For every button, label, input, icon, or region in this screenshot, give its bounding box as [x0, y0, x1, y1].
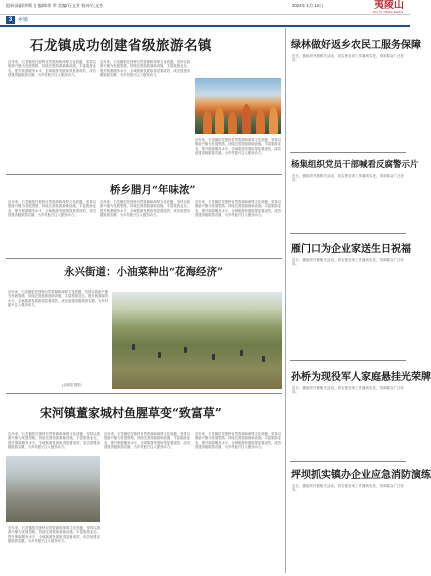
- photo-credit: (金朝阳 摄影): [62, 383, 82, 387]
- story-body: 近年来，石龙镇依托独特自然资源和深厚文化底蕴，坚持以旅游兴镇为发展思路，持续完善旅游基础设施，丰富旅游业态，提升旅游服务水平，全域旅游发展取得显著成效，成功创建省级旅游名镇，为乡村振兴注入强劲动力。: [195, 138, 281, 155]
- main-headline: 石龙镇成功创建省级旅游名镇: [30, 38, 212, 54]
- sidebar-headline: 绿林做好返乡农民工服务保障: [291, 40, 421, 51]
- story-body: 近年来，石龙镇依托独特自然资源和深厚文化底蕴，坚持以旅游兴镇为发展思路，持续完善旅游基础设施，丰富旅游业态，提升旅游服务水平，全域旅游发展取得显著成效，成功创建省级旅游名镇，为乡村振兴注入强劲动力。: [8, 200, 96, 217]
- newspaper-logo: 夷陵山: [374, 0, 404, 11]
- rapeseed-field-photo: [112, 292, 282, 389]
- story-body: 近年来，石龙镇依托独特自然资源和深厚文化底蕴，坚持以旅游兴镇为发展思路，持续完善旅游基础设施，丰富旅游业态，提升旅游服务水平，全域旅游发展取得显著成效，成功创建省级旅游名镇，为乡村振兴注入强劲动力。: [100, 60, 190, 77]
- sidebar-body: 近日，镇组织开展相关活动，切实把各项工作落到实处，得到群众广泛好评。: [292, 386, 404, 395]
- column-divider: [285, 28, 286, 573]
- story-divider: [6, 393, 282, 394]
- sidebar-headline: 杨集组织党员干部喊看反腐警示片: [291, 160, 419, 170]
- issue-date: 2024年 1月 12日: [292, 3, 324, 8]
- newspaper-logo-subtitle: JIN XI JINGS EHAN: [372, 10, 403, 14]
- sidebar-divider: [290, 461, 406, 462]
- story-divider: [6, 258, 282, 259]
- masthead-credits: 组织部副/李斯飞 编辑/余 翠 美编/石文芳 校对/石文芳: [6, 3, 104, 8]
- sidebar-divider: [290, 233, 406, 234]
- story-body: 近年来，石龙镇依托独特自然资源和深厚文化底蕴，坚持以旅游兴镇为发展思路，持续完善旅游基础设施，丰富旅游业态，提升旅游服务水平，全域旅游发展取得显著成效，成功创建省级旅游名镇，为乡村振兴注入强劲动力。: [100, 200, 190, 217]
- sidebar-divider: [290, 360, 406, 361]
- story-body: 近年来，石龙镇依托独特自然资源和深厚文化底蕴，坚持以旅游兴镇为发展思路，持续完善旅游基础设施，丰富旅游业态，提升旅游服务水平，全域旅游发展取得显著成效，成功创建省级旅游名镇，为乡村振兴注入强劲动力。: [195, 200, 281, 217]
- sidebar-body: 近日，镇组织开展相关活动，切实把各项工作落到实处，得到群众广泛好评。: [292, 258, 404, 267]
- story-body: 近年来，石龙镇依托独特自然资源和深厚文化底蕴，坚持以旅游兴镇为发展思路，持续完善旅游基础设施，丰富旅游业态，提升旅游服务水平，全域旅游发展取得显著成效，成功创建省级旅游名镇，为乡村振兴注入强劲动力。: [195, 432, 281, 449]
- story-headline: 永兴街道：小油菜种出“花海经济”: [64, 266, 224, 278]
- story-body: 近年来，石龙镇依托独特自然资源和深厚文化底蕴，坚持以旅游兴镇为发展思路，持续完善旅游基础设施，丰富旅游业态，提升旅游服务水平，全域旅游发展取得显著成效，成功创建省级旅游名镇，为乡村振兴注入强劲动力。: [104, 432, 190, 449]
- sidebar-headline: 坪坝抓实镇办企业应急消防演练: [291, 470, 431, 481]
- story-body: 近年来，石龙镇依托独特自然资源和深厚文化底蕴，坚持以旅游兴镇为发展思路，持续完善旅游基础设施，丰富旅游业态，提升旅游服务水平，全域旅游发展取得显著成效，成功创建省级旅游名镇，为乡村振兴注入强劲动力。: [8, 290, 108, 307]
- sidebar-divider: [290, 152, 406, 153]
- section-label: 乡镇: [18, 17, 29, 23]
- story-headline: 桥乡腊月“年味浓”: [110, 184, 196, 196]
- autumn-trees-photo: [195, 78, 281, 134]
- sidebar-body: 近日，镇组织开展相关活动，切实把各项工作落到实处，得到群众广泛好评。: [292, 174, 404, 183]
- page-number: 3: [6, 16, 15, 24]
- sidebar-body: 近日，镇组织开展相关活动，切实把各项工作落到实处，得到群众广泛好评。: [292, 54, 404, 63]
- story-body: 近年来，石龙镇依托独特自然资源和深厚文化底蕴，坚持以旅游兴镇为发展思路，持续完善旅游基础设施，丰富旅游业态，提升旅游服务水平，全域旅游发展取得显著成效，成功创建省级旅游名镇，为乡村振兴注入强劲动力。: [8, 60, 96, 77]
- sidebar-headline: 雁门口为企业家送生日祝福: [291, 244, 411, 255]
- sidebar-headline: 孙桥为现役军人家庭悬挂光荣牌: [291, 372, 431, 383]
- story-headline: 宋河镇董家城村鱼腥草变“致富草”: [40, 406, 222, 420]
- story-body: 近年来，石龙镇依托独特自然资源和深厚文化底蕴，坚持以旅游兴镇为发展思路，持续完善旅游基础设施，丰富旅游业态，提升旅游服务水平，全域旅游发展取得显著成效，成功创建省级旅游名镇，为乡村振兴注入强劲动力。: [8, 526, 100, 543]
- sidebar-body: 近日，镇组织开展相关活动，切实把各项工作落到实处，得到群众广泛好评。: [292, 484, 404, 493]
- page-header-bar: [0, 0, 410, 15]
- story-body: 近年来，石龙镇依托独特自然资源和深厚文化底蕴，坚持以旅游兴镇为发展思路，持续完善旅游基础设施，丰富旅游业态，提升旅游服务水平，全域旅游发展取得显著成效，成功创建省级旅游名镇，为乡村振兴注入强劲动力。: [8, 432, 100, 449]
- village-photo: [6, 456, 100, 522]
- section-bar: [0, 15, 410, 27]
- story-divider: [6, 174, 282, 175]
